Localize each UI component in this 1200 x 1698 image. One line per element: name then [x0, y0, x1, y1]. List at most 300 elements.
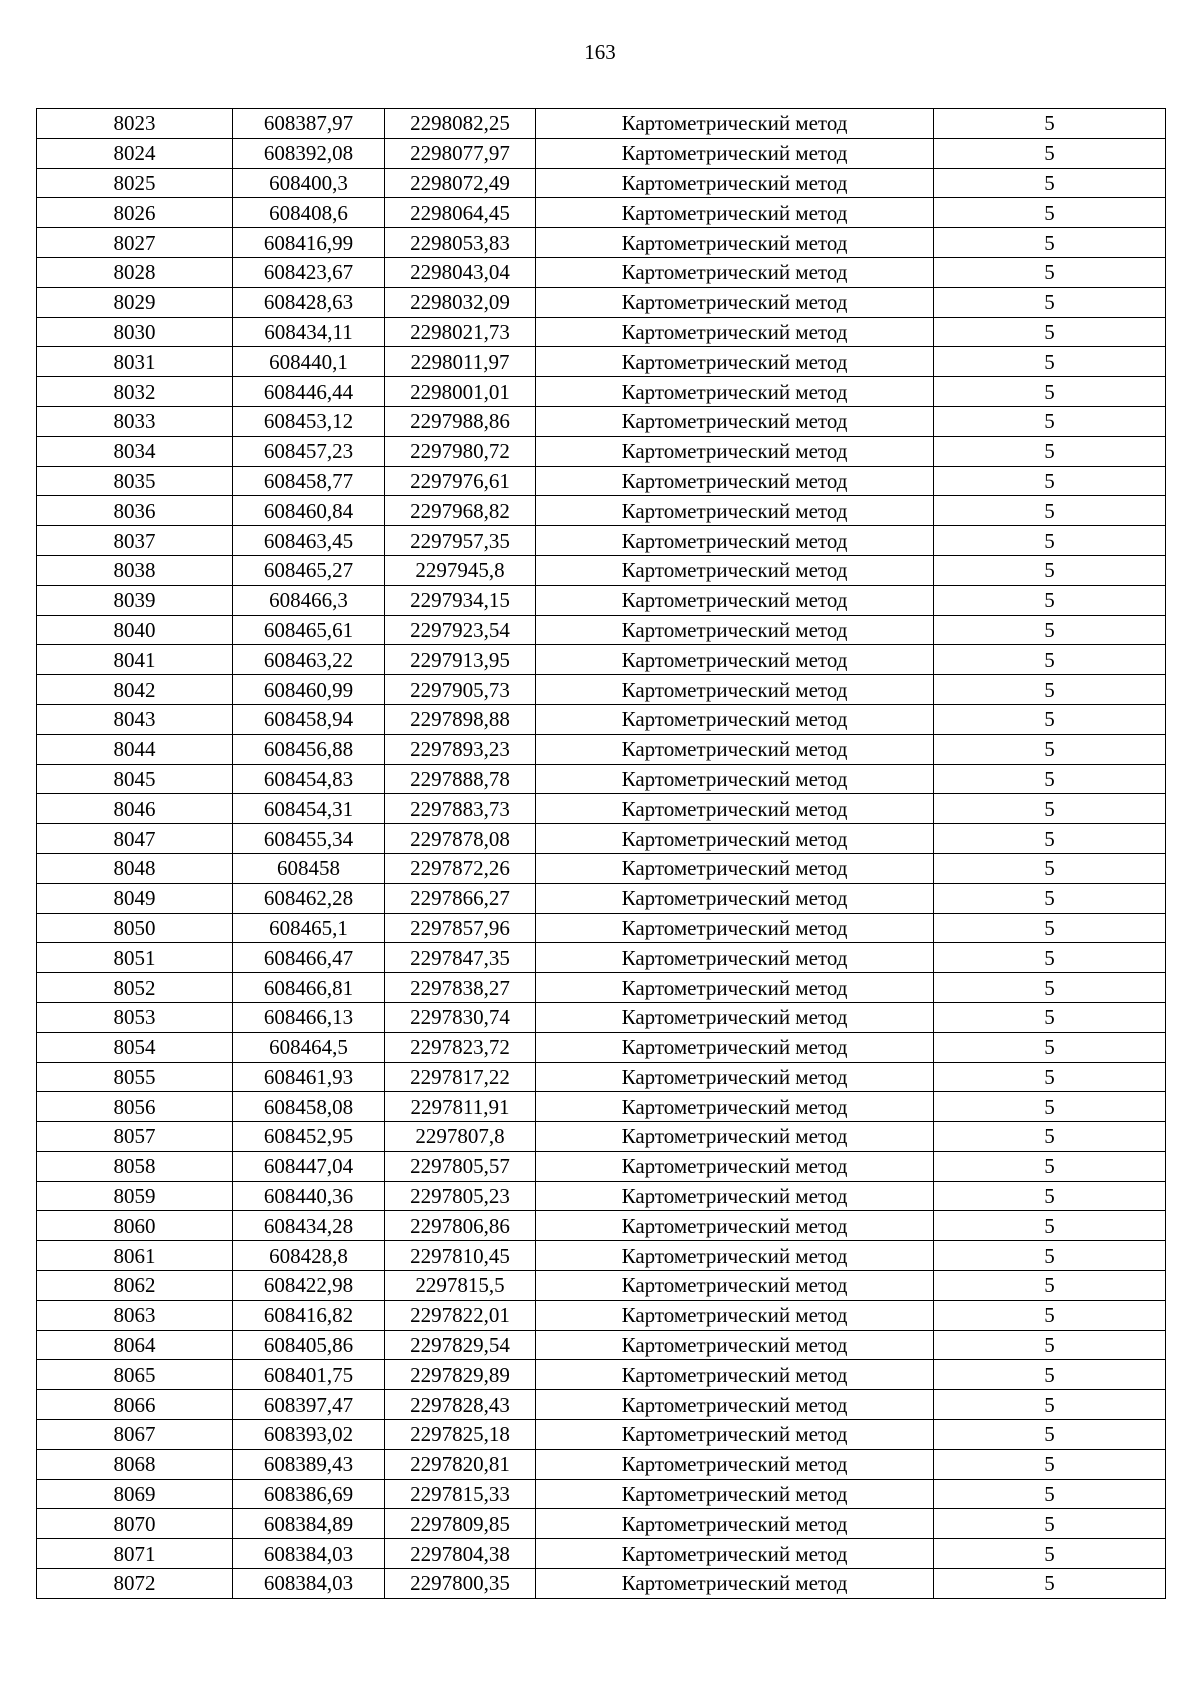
table-row	[37, 1300, 1166, 1330]
x-coordinate-cell: 608408,6	[233, 198, 385, 228]
x-coordinate-cell: 608453,12	[233, 406, 385, 436]
point-number-cell: 8053	[37, 1002, 233, 1032]
x-coordinate-cell: 608463,45	[233, 526, 385, 556]
x-coordinate-cell: 608440,1	[233, 347, 385, 377]
table-row	[37, 1211, 1166, 1241]
method-cell: Картометрический метод	[536, 853, 934, 883]
point-number-cell: 8057	[37, 1122, 233, 1152]
method-cell: Картометрический метод	[536, 1390, 934, 1420]
table-row	[37, 406, 1166, 436]
accuracy-cell: 5	[934, 1211, 1166, 1241]
table-row	[37, 794, 1166, 824]
point-number-cell: 8042	[37, 675, 233, 705]
point-number-cell: 8066	[37, 1390, 233, 1420]
accuracy-cell: 5	[934, 1062, 1166, 1092]
point-number-cell: 8050	[37, 913, 233, 943]
y-coordinate-cell: 2297804,38	[385, 1539, 536, 1569]
table-row	[37, 645, 1166, 675]
accuracy-cell: 5	[934, 1271, 1166, 1301]
table-row	[37, 824, 1166, 854]
x-coordinate-cell: 608428,63	[233, 287, 385, 317]
page-number: 163	[584, 40, 616, 64]
method-cell: Картометрический метод	[536, 496, 934, 526]
method-cell: Картометрический метод	[536, 943, 934, 973]
point-number-cell: 8052	[37, 973, 233, 1003]
table-row	[37, 377, 1166, 407]
method-cell: Картометрический метод	[536, 1509, 934, 1539]
x-coordinate-cell: 608400,3	[233, 168, 385, 198]
method-cell: Картометрический метод	[536, 764, 934, 794]
method-cell: Картометрический метод	[536, 1539, 934, 1569]
method-cell: Картометрический метод	[536, 228, 934, 258]
point-number-cell: 8045	[37, 764, 233, 794]
table-row	[37, 585, 1166, 615]
x-coordinate-cell: 608466,13	[233, 1002, 385, 1032]
point-number-cell: 8069	[37, 1479, 233, 1509]
accuracy-cell: 5	[934, 1509, 1166, 1539]
y-coordinate-cell: 2297810,45	[385, 1241, 536, 1271]
y-coordinate-cell: 2297872,26	[385, 853, 536, 883]
x-coordinate-cell: 608466,3	[233, 585, 385, 615]
y-coordinate-cell: 2297805,23	[385, 1181, 536, 1211]
method-cell: Картометрический метод	[536, 1002, 934, 1032]
table-row	[37, 913, 1166, 943]
method-cell: Картометрический метод	[536, 645, 934, 675]
y-coordinate-cell: 2297945,8	[385, 555, 536, 585]
method-cell: Картометрический метод	[536, 257, 934, 287]
table-row	[37, 198, 1166, 228]
point-number-cell: 8044	[37, 734, 233, 764]
accuracy-cell: 5	[934, 109, 1166, 139]
y-coordinate-cell: 2297817,22	[385, 1062, 536, 1092]
table-row	[37, 1569, 1166, 1599]
x-coordinate-cell: 608454,83	[233, 764, 385, 794]
y-coordinate-cell: 2297968,82	[385, 496, 536, 526]
x-coordinate-cell: 608434,28	[233, 1211, 385, 1241]
accuracy-cell: 5	[934, 913, 1166, 943]
point-number-cell: 8059	[37, 1181, 233, 1211]
y-coordinate-cell: 2298064,45	[385, 198, 536, 228]
x-coordinate-cell: 608401,75	[233, 1360, 385, 1390]
table-row	[37, 1032, 1166, 1062]
y-coordinate-cell: 2298021,73	[385, 317, 536, 347]
accuracy-cell: 5	[934, 1360, 1166, 1390]
x-coordinate-cell: 608446,44	[233, 377, 385, 407]
accuracy-cell: 5	[934, 853, 1166, 883]
coordinates-table	[36, 108, 1166, 1599]
x-coordinate-cell: 608466,81	[233, 973, 385, 1003]
x-coordinate-cell: 608458,94	[233, 704, 385, 734]
accuracy-cell: 5	[934, 317, 1166, 347]
method-cell: Картометрический метод	[536, 1151, 934, 1181]
accuracy-cell: 5	[934, 1122, 1166, 1152]
y-coordinate-cell: 2297913,95	[385, 645, 536, 675]
table-row	[37, 1330, 1166, 1360]
point-number-cell: 8051	[37, 943, 233, 973]
accuracy-cell: 5	[934, 645, 1166, 675]
table-row	[37, 704, 1166, 734]
x-coordinate-cell: 608464,5	[233, 1032, 385, 1062]
point-number-cell: 8024	[37, 138, 233, 168]
table-row	[37, 1181, 1166, 1211]
accuracy-cell: 5	[934, 1390, 1166, 1420]
method-cell: Картометрический метод	[536, 1062, 934, 1092]
x-coordinate-cell: 608463,22	[233, 645, 385, 675]
accuracy-cell: 5	[934, 675, 1166, 705]
point-number-cell: 8029	[37, 287, 233, 317]
method-cell: Картометрический метод	[536, 585, 934, 615]
method-cell: Картометрический метод	[536, 824, 934, 854]
method-cell: Картометрический метод	[536, 466, 934, 496]
table-row	[37, 1241, 1166, 1271]
method-cell: Картометрический метод	[536, 198, 934, 228]
point-number-cell: 8036	[37, 496, 233, 526]
table-row	[37, 526, 1166, 556]
x-coordinate-cell: 608465,27	[233, 555, 385, 585]
table-row	[37, 973, 1166, 1003]
accuracy-cell: 5	[934, 764, 1166, 794]
point-number-cell: 8023	[37, 109, 233, 139]
point-number-cell: 8032	[37, 377, 233, 407]
point-number-cell: 8027	[37, 228, 233, 258]
table-row	[37, 317, 1166, 347]
accuracy-cell: 5	[934, 257, 1166, 287]
method-cell: Картометрический метод	[536, 138, 934, 168]
accuracy-cell: 5	[934, 377, 1166, 407]
y-coordinate-cell: 2297829,89	[385, 1360, 536, 1390]
method-cell: Картометрический метод	[536, 1032, 934, 1062]
accuracy-cell: 5	[934, 824, 1166, 854]
y-coordinate-cell: 2298043,04	[385, 257, 536, 287]
x-coordinate-cell: 608386,69	[233, 1479, 385, 1509]
method-cell: Картометрический метод	[536, 883, 934, 913]
x-coordinate-cell: 608461,93	[233, 1062, 385, 1092]
accuracy-cell: 5	[934, 168, 1166, 198]
x-coordinate-cell: 608392,08	[233, 138, 385, 168]
y-coordinate-cell: 2297857,96	[385, 913, 536, 943]
accuracy-cell: 5	[934, 1330, 1166, 1360]
accuracy-cell: 5	[934, 436, 1166, 466]
y-coordinate-cell: 2297823,72	[385, 1032, 536, 1062]
method-cell: Картометрический метод	[536, 109, 934, 139]
method-cell: Картометрический метод	[536, 168, 934, 198]
x-coordinate-cell: 608460,84	[233, 496, 385, 526]
point-number-cell: 8067	[37, 1420, 233, 1450]
y-coordinate-cell: 2297825,18	[385, 1420, 536, 1450]
method-cell: Картометрический метод	[536, 1360, 934, 1390]
y-coordinate-cell: 2298077,97	[385, 138, 536, 168]
x-coordinate-cell: 608440,36	[233, 1181, 385, 1211]
point-number-cell: 8035	[37, 466, 233, 496]
point-number-cell: 8058	[37, 1151, 233, 1181]
x-coordinate-cell: 608458,08	[233, 1092, 385, 1122]
table-row	[37, 138, 1166, 168]
method-cell: Картометрический метод	[536, 1271, 934, 1301]
y-coordinate-cell: 2297934,15	[385, 585, 536, 615]
point-number-cell: 8068	[37, 1449, 233, 1479]
table-row	[37, 168, 1166, 198]
accuracy-cell: 5	[934, 1569, 1166, 1599]
accuracy-cell: 5	[934, 228, 1166, 258]
x-coordinate-cell: 608389,43	[233, 1449, 385, 1479]
y-coordinate-cell: 2297847,35	[385, 943, 536, 973]
method-cell: Картометрический метод	[536, 1092, 934, 1122]
method-cell: Картометрический метод	[536, 675, 934, 705]
y-coordinate-cell: 2297806,86	[385, 1211, 536, 1241]
x-coordinate-cell: 608466,47	[233, 943, 385, 973]
point-number-cell: 8039	[37, 585, 233, 615]
point-number-cell: 8060	[37, 1211, 233, 1241]
y-coordinate-cell: 2297830,74	[385, 1002, 536, 1032]
x-coordinate-cell: 608458,77	[233, 466, 385, 496]
method-cell: Картометрический метод	[536, 1330, 934, 1360]
point-number-cell: 8041	[37, 645, 233, 675]
method-cell: Картометрический метод	[536, 1420, 934, 1450]
method-cell: Картометрический метод	[536, 377, 934, 407]
x-coordinate-cell: 608452,95	[233, 1122, 385, 1152]
table-row	[37, 1539, 1166, 1569]
accuracy-cell: 5	[934, 287, 1166, 317]
method-cell: Картометрический метод	[536, 1122, 934, 1152]
y-coordinate-cell: 2298082,25	[385, 109, 536, 139]
y-coordinate-cell: 2297888,78	[385, 764, 536, 794]
accuracy-cell: 5	[934, 555, 1166, 585]
table-row	[37, 853, 1166, 883]
y-coordinate-cell: 2297905,73	[385, 675, 536, 705]
method-cell: Картометрический метод	[536, 555, 934, 585]
y-coordinate-cell: 2297866,27	[385, 883, 536, 913]
point-number-cell: 8030	[37, 317, 233, 347]
method-cell: Картометрический метод	[536, 526, 934, 556]
accuracy-cell: 5	[934, 794, 1166, 824]
point-number-cell: 8061	[37, 1241, 233, 1271]
accuracy-cell: 5	[934, 1479, 1166, 1509]
point-number-cell: 8054	[37, 1032, 233, 1062]
y-coordinate-cell: 2297893,23	[385, 734, 536, 764]
table-row	[37, 1151, 1166, 1181]
table-row	[37, 1420, 1166, 1450]
x-coordinate-cell: 608447,04	[233, 1151, 385, 1181]
y-coordinate-cell: 2298011,97	[385, 347, 536, 377]
x-coordinate-cell: 608454,31	[233, 794, 385, 824]
point-number-cell: 8046	[37, 794, 233, 824]
accuracy-cell: 5	[934, 1539, 1166, 1569]
y-coordinate-cell: 2297809,85	[385, 1509, 536, 1539]
table-row	[37, 1062, 1166, 1092]
point-number-cell: 8064	[37, 1330, 233, 1360]
y-coordinate-cell: 2298001,01	[385, 377, 536, 407]
y-coordinate-cell: 2297898,88	[385, 704, 536, 734]
method-cell: Картометрический метод	[536, 317, 934, 347]
table-row	[37, 466, 1166, 496]
y-coordinate-cell: 2297811,91	[385, 1092, 536, 1122]
y-coordinate-cell: 2297800,35	[385, 1569, 536, 1599]
point-number-cell: 8048	[37, 853, 233, 883]
x-coordinate-cell: 608428,8	[233, 1241, 385, 1271]
method-cell: Картометрический метод	[536, 1569, 934, 1599]
x-coordinate-cell: 608416,99	[233, 228, 385, 258]
table-row	[37, 1271, 1166, 1301]
y-coordinate-cell: 2298053,83	[385, 228, 536, 258]
y-coordinate-cell: 2297815,5	[385, 1271, 536, 1301]
table-row	[37, 1390, 1166, 1420]
table-row	[37, 1122, 1166, 1152]
accuracy-cell: 5	[934, 734, 1166, 764]
x-coordinate-cell: 608384,89	[233, 1509, 385, 1539]
table-row	[37, 436, 1166, 466]
coordinates-table-body	[37, 109, 1166, 1599]
point-number-cell: 8028	[37, 257, 233, 287]
y-coordinate-cell: 2297820,81	[385, 1449, 536, 1479]
table-row	[37, 287, 1166, 317]
y-coordinate-cell: 2297980,72	[385, 436, 536, 466]
accuracy-cell: 5	[934, 1449, 1166, 1479]
accuracy-cell: 5	[934, 1241, 1166, 1271]
y-coordinate-cell: 2297878,08	[385, 824, 536, 854]
table-row	[37, 257, 1166, 287]
y-coordinate-cell: 2297923,54	[385, 615, 536, 645]
y-coordinate-cell: 2297829,54	[385, 1330, 536, 1360]
method-cell: Картометрический метод	[536, 1449, 934, 1479]
table-row	[37, 347, 1166, 377]
table-row	[37, 943, 1166, 973]
accuracy-cell: 5	[934, 1032, 1166, 1062]
x-coordinate-cell: 608384,03	[233, 1539, 385, 1569]
method-cell: Картометрический метод	[536, 436, 934, 466]
point-number-cell: 8071	[37, 1539, 233, 1569]
x-coordinate-cell: 608393,02	[233, 1420, 385, 1450]
point-number-cell: 8031	[37, 347, 233, 377]
x-coordinate-cell: 608457,23	[233, 436, 385, 466]
accuracy-cell: 5	[934, 406, 1166, 436]
table-row	[37, 1360, 1166, 1390]
method-cell: Картометрический метод	[536, 1211, 934, 1241]
accuracy-cell: 5	[934, 198, 1166, 228]
method-cell: Картометрический метод	[536, 704, 934, 734]
table-row	[37, 1449, 1166, 1479]
table-row	[37, 1092, 1166, 1122]
x-coordinate-cell: 608462,28	[233, 883, 385, 913]
accuracy-cell: 5	[934, 347, 1166, 377]
y-coordinate-cell: 2297988,86	[385, 406, 536, 436]
x-coordinate-cell: 608416,82	[233, 1300, 385, 1330]
table-row	[37, 883, 1166, 913]
method-cell: Картометрический метод	[536, 615, 934, 645]
method-cell: Картометрический метод	[536, 287, 934, 317]
table-row	[37, 228, 1166, 258]
x-coordinate-cell: 608422,98	[233, 1271, 385, 1301]
point-number-cell: 8063	[37, 1300, 233, 1330]
accuracy-cell: 5	[934, 883, 1166, 913]
point-number-cell: 8025	[37, 168, 233, 198]
point-number-cell: 8033	[37, 406, 233, 436]
method-cell: Картометрический метод	[536, 406, 934, 436]
y-coordinate-cell: 2297976,61	[385, 466, 536, 496]
point-number-cell: 8026	[37, 198, 233, 228]
accuracy-cell: 5	[934, 1092, 1166, 1122]
y-coordinate-cell: 2297822,01	[385, 1300, 536, 1330]
method-cell: Картометрический метод	[536, 973, 934, 1003]
accuracy-cell: 5	[934, 704, 1166, 734]
x-coordinate-cell: 608465,61	[233, 615, 385, 645]
point-number-cell: 8065	[37, 1360, 233, 1390]
x-coordinate-cell: 608460,99	[233, 675, 385, 705]
point-number-cell: 8072	[37, 1569, 233, 1599]
method-cell: Картометрический метод	[536, 913, 934, 943]
y-coordinate-cell: 2298072,49	[385, 168, 536, 198]
point-number-cell: 8070	[37, 1509, 233, 1539]
point-number-cell: 8037	[37, 526, 233, 556]
y-coordinate-cell: 2297883,73	[385, 794, 536, 824]
y-coordinate-cell: 2297807,8	[385, 1122, 536, 1152]
x-coordinate-cell: 608384,03	[233, 1569, 385, 1599]
table-row	[37, 496, 1166, 526]
accuracy-cell: 5	[934, 943, 1166, 973]
point-number-cell: 8062	[37, 1271, 233, 1301]
accuracy-cell: 5	[934, 1002, 1166, 1032]
point-number-cell: 8056	[37, 1092, 233, 1122]
accuracy-cell: 5	[934, 138, 1166, 168]
accuracy-cell: 5	[934, 1151, 1166, 1181]
point-number-cell: 8034	[37, 436, 233, 466]
x-coordinate-cell: 608405,86	[233, 1330, 385, 1360]
method-cell: Картометрический метод	[536, 794, 934, 824]
table-row	[37, 675, 1166, 705]
accuracy-cell: 5	[934, 466, 1166, 496]
x-coordinate-cell: 608397,47	[233, 1390, 385, 1420]
point-number-cell: 8040	[37, 615, 233, 645]
table-row	[37, 615, 1166, 645]
point-number-cell: 8049	[37, 883, 233, 913]
table-row	[37, 1509, 1166, 1539]
point-number-cell: 8038	[37, 555, 233, 585]
accuracy-cell: 5	[934, 526, 1166, 556]
accuracy-cell: 5	[934, 1181, 1166, 1211]
method-cell: Картометрический метод	[536, 1181, 934, 1211]
table-row	[37, 764, 1166, 794]
x-coordinate-cell: 608455,34	[233, 824, 385, 854]
accuracy-cell: 5	[934, 1420, 1166, 1450]
method-cell: Картометрический метод	[536, 734, 934, 764]
point-number-cell: 8055	[37, 1062, 233, 1092]
x-coordinate-cell: 608456,88	[233, 734, 385, 764]
x-coordinate-cell: 608434,11	[233, 317, 385, 347]
x-coordinate-cell: 608387,97	[233, 109, 385, 139]
method-cell: Картометрический метод	[536, 1479, 934, 1509]
point-number-cell: 8047	[37, 824, 233, 854]
method-cell: Картометрический метод	[536, 1241, 934, 1271]
y-coordinate-cell: 2297815,33	[385, 1479, 536, 1509]
point-number-cell: 8043	[37, 704, 233, 734]
table-row	[37, 1002, 1166, 1032]
method-cell: Картометрический метод	[536, 347, 934, 377]
y-coordinate-cell: 2297838,27	[385, 973, 536, 1003]
accuracy-cell: 5	[934, 496, 1166, 526]
x-coordinate-cell: 608465,1	[233, 913, 385, 943]
table-row	[37, 734, 1166, 764]
table-row	[37, 1479, 1166, 1509]
table-row	[37, 555, 1166, 585]
x-coordinate-cell: 608458	[233, 853, 385, 883]
accuracy-cell: 5	[934, 973, 1166, 1003]
method-cell: Картометрический метод	[536, 1300, 934, 1330]
y-coordinate-cell: 2298032,09	[385, 287, 536, 317]
accuracy-cell: 5	[934, 1300, 1166, 1330]
accuracy-cell: 5	[934, 585, 1166, 615]
y-coordinate-cell: 2297805,57	[385, 1151, 536, 1181]
table-row	[37, 109, 1166, 139]
x-coordinate-cell: 608423,67	[233, 257, 385, 287]
